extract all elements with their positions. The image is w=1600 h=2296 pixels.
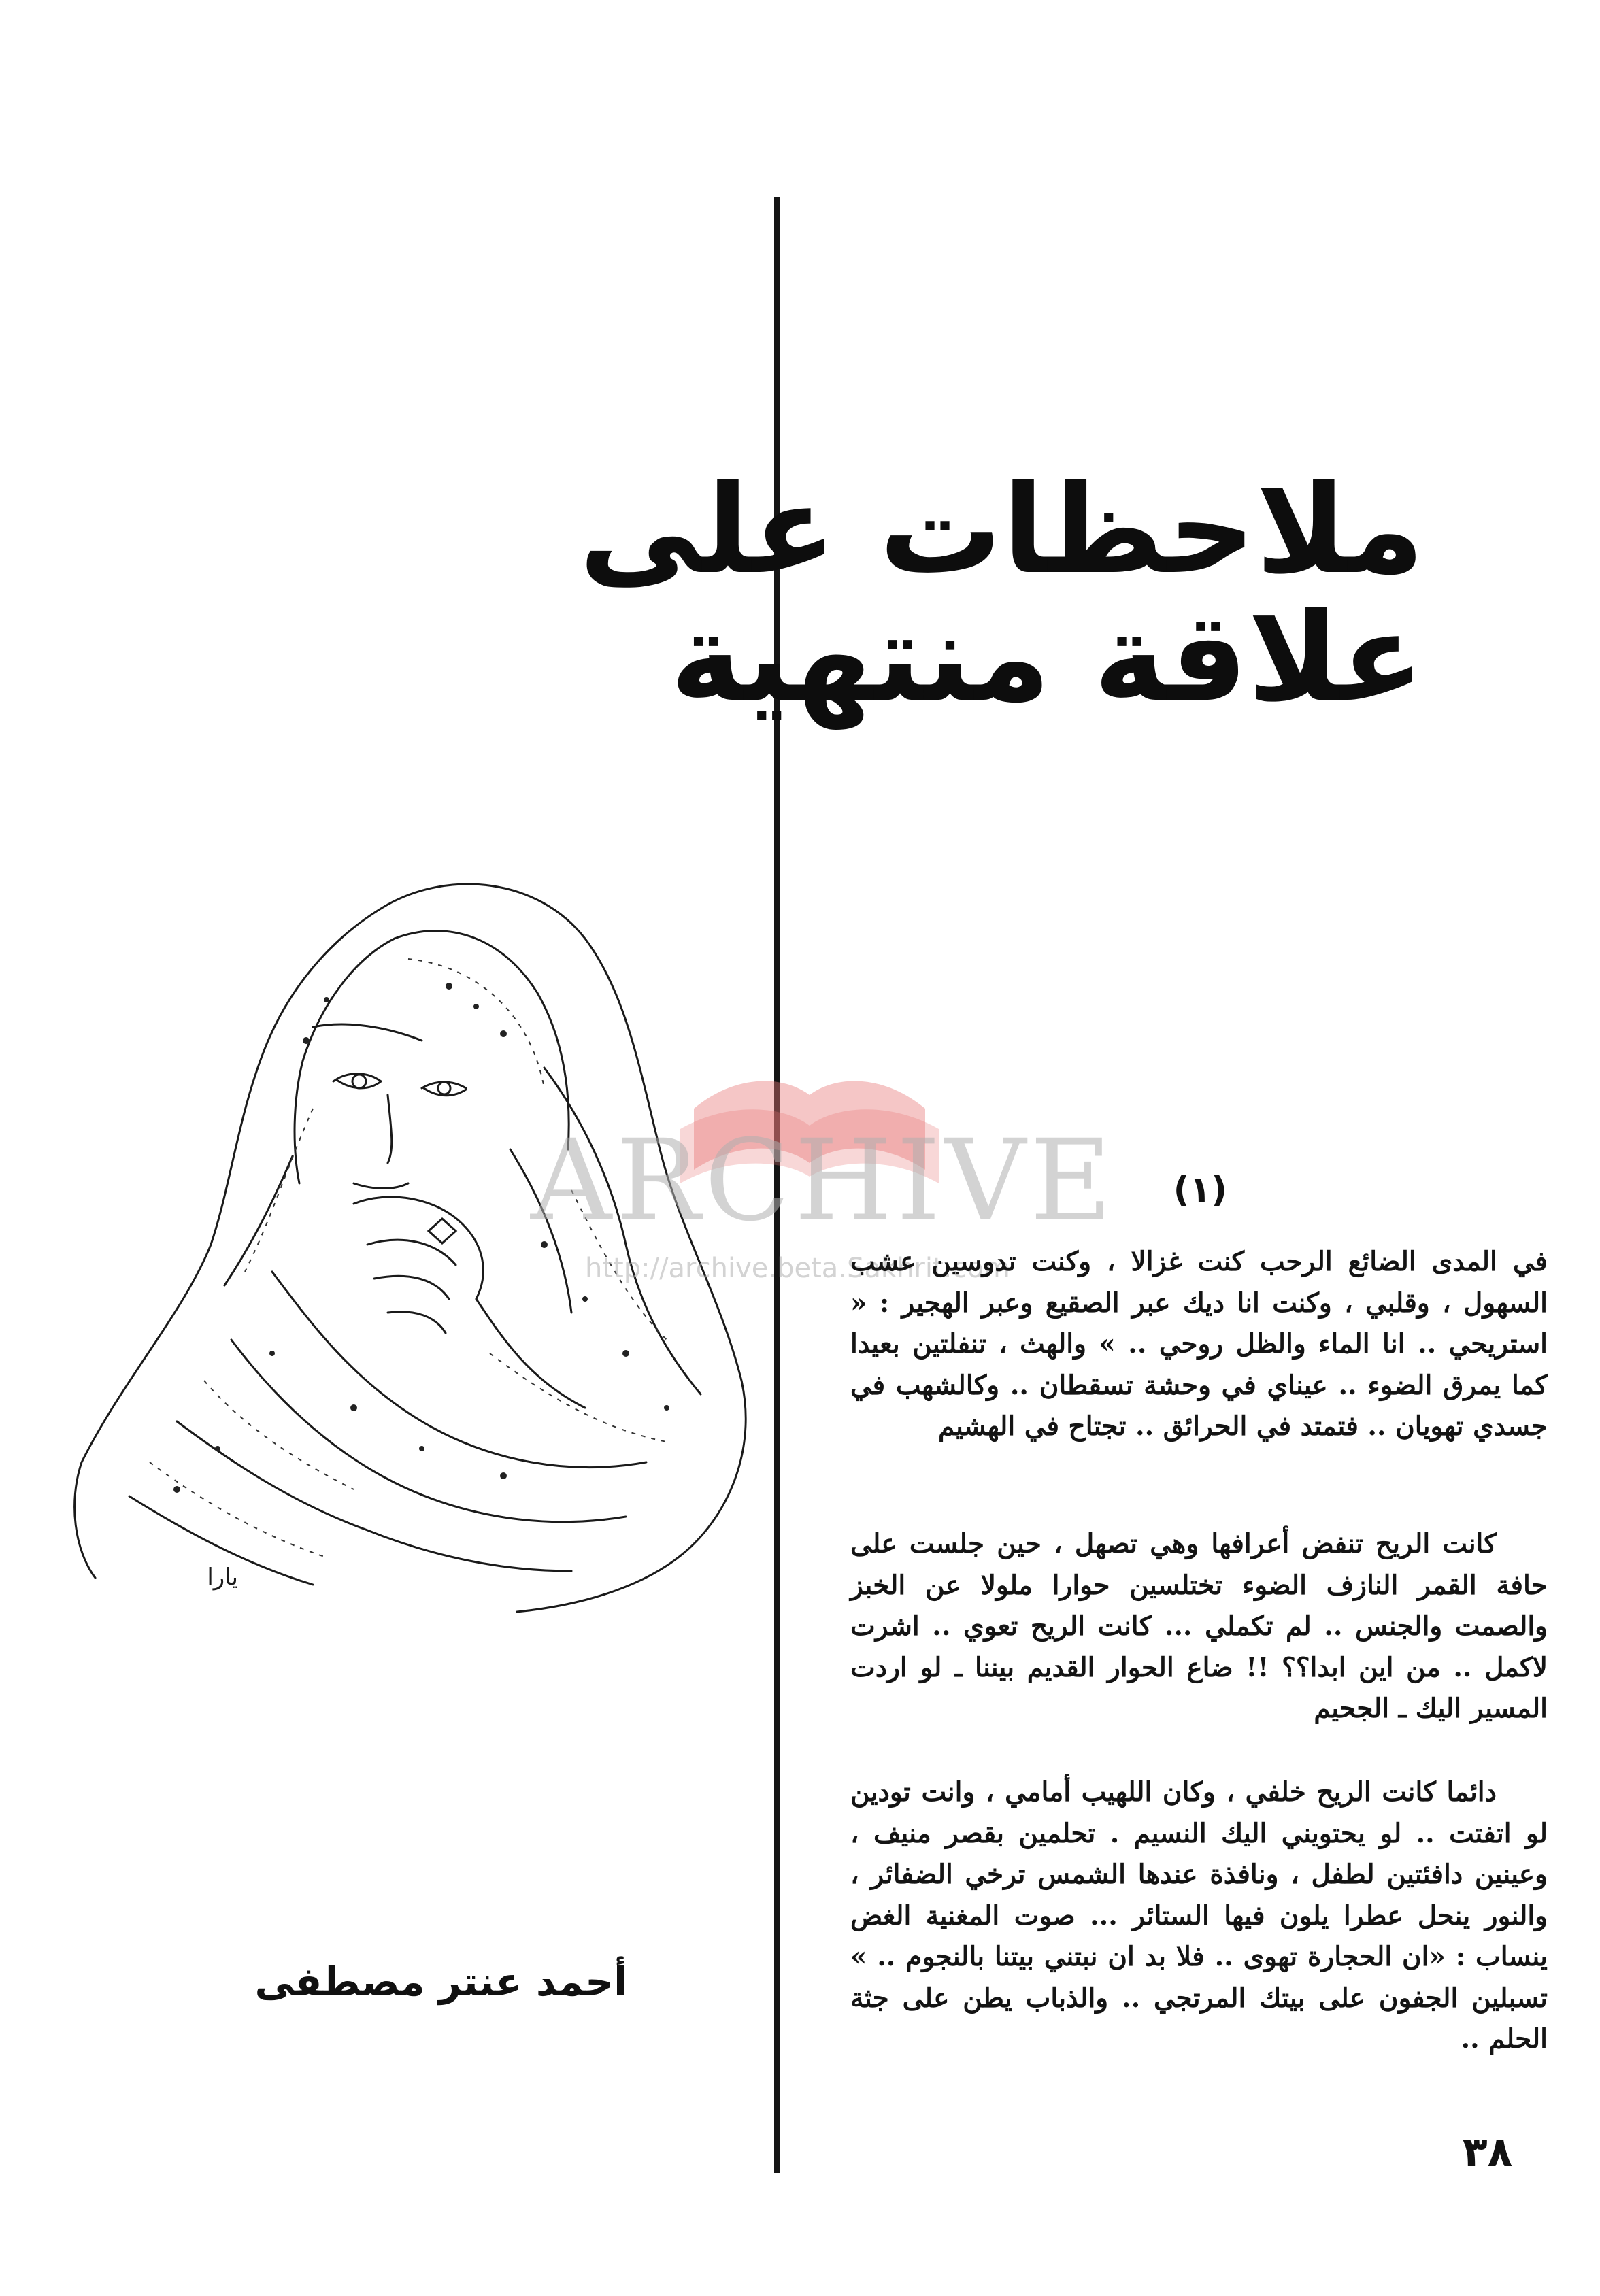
section-number: (١) — [1173, 1170, 1227, 1211]
article-title-line-1: ملاحظات على — [579, 459, 1424, 601]
paragraph-text: دائما كانت الريح خلفي ، وكان اللهيب أمامي ، وانت تودين لو اتفتت .. لو يحتويني اليك النسيم . تحلمين بقصر منيف ، وعينين دافئتين لطفل ، ونافذة عندها الشمس ترخي الضفائر ، والنور ينحل عطرا يلون فيها الستائر ... صوت المغنية الغض ينساب : «ان الحجارة تهوى .. فلا بد ان نبتني بيتنا بالنجوم .. » تسبلين الجفون على بيتك المرتجي .. والذباب يطن على جثة الحلم .. — [850, 1776, 1548, 2055]
watermark-text: ARCHIVE — [531, 1115, 1116, 1246]
article-title-line-2: علاقة منتهية — [669, 587, 1424, 729]
paragraph-1 — [850, 1241, 1548, 1447]
paragraph-3 — [850, 1772, 1548, 2060]
paragraph-2 — [850, 1523, 1548, 1729]
watermark-url: http://archive.beta.Sakhrit.com — [585, 1253, 1010, 1284]
page-number: ٣٨ — [1463, 2129, 1513, 2176]
paragraph-text: في المدى الضائع الرحب كنت غزالا ، وكنت تدوسين عشب السهول ، وقلبي ، وكنت انا ديك عبر الصقيع وعبر الهجير : « استريحي .. انا الماء والظل روحي .. » والهث ، تنفلتين بعيدا كما يمرق الضوء .. عيناي في وحشة تسقطان .. وكالشهب في جسدي تهويان .. فتمتد في الحرائق .. تجتاح في الهشيم — [850, 1246, 1548, 1442]
author-name: أحمد عنتر مصطفى — [254, 1959, 627, 2005]
illustration-signature: يارا — [207, 1564, 238, 1591]
paragraph-text: كانت الريح تنفض أعرافها وهي تصهل ، حين جلست على حافة القمر النازف الضوء تختلسين حوارا ملولا عن الخبز والصمت والجنس .. لم تكملي ... كانت الريح تعوي .. اشرت لاكمل .. من اين ابدا؟؟ !! ضاع الحوار القديم بيننا ـ لو اردت المسير اليك ـ الجحيم — [850, 1528, 1548, 1724]
